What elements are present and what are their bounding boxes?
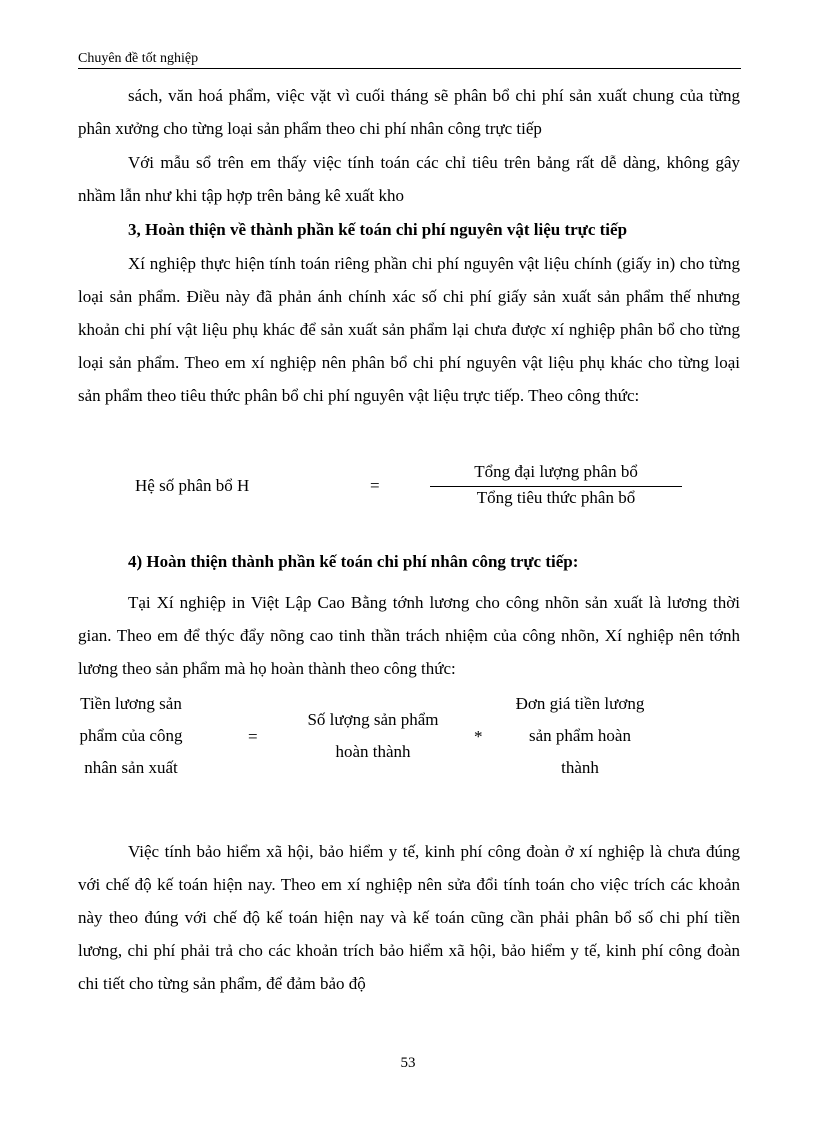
- insurance-paragraph: Việc tính bảo hiểm xã hội, bảo hiểm y tế, kinh phí công đoàn ở xí nghiệp là chưa đúng với chế độ kế toán hiện nay. Theo em xí nghiệp nên sửa đổi tính toán cho việc trích các khoản này theo đúng với chế độ kế toán hiện nay và kế toán cũng cần phải phân bổ số chi phí tiền lương, chi phí phải trả cho các khoản trích bảo hiểm xã hội, bảo hiểm y tế, kinh phí công đoàn chi tiết cho từng sản phẩm, để đảm bảo độ: [78, 842, 740, 993]
- paragraph-mau-so: Với mẫu sổ trên em thấy việc tính toán các chỉ tiêu trên bảng rất dễ dàng, không gây nhầm lẫn như khi tập hợp trên bảng kê xuất kho: [78, 153, 740, 205]
- formula-2-right-line: Đơn giá tiền lương: [515, 694, 645, 713]
- formula-1-denominator: Tổng tiêu thức phân bổ: [476, 488, 636, 507]
- formula-2-right-line: sản phẩm hoàn: [529, 726, 631, 745]
- page-header-title: Chuyên đề tốt nghiệp: [78, 51, 199, 66]
- formula-2-left-line: nhân sản xuất: [84, 758, 178, 777]
- paragraph-continued: sách, văn hoá phẩm, việc vặt vì cuối tháng sẽ phân bổ chi phí sản xuất chung của từng phân xưởng cho từng loại sản phẩm theo chi phí nhân công trực tiếp: [78, 86, 740, 138]
- formula-2-middle-term: [288, 704, 458, 768]
- formula-2-left-term: [78, 688, 184, 784]
- formula-2-equals: =: [248, 727, 258, 746]
- formula-2-mid-line: hoàn thành: [335, 742, 411, 761]
- formula-2-mid-line: Số lượng sản phẩm: [307, 710, 439, 729]
- formula-2-right-term: [502, 688, 658, 784]
- allocation-coefficient-formula: [78, 462, 740, 512]
- section-4-paragraph: Tại Xí nghiệp in Việt Lập Cao Bằng tớnh lương cho công nhõn sản xuất là lương thời gian. Theo em để thýc đẩy nõng cao tinh thần trách nhiệm của công nhõn, Xí nghiệp nên tớnh lương theo sản phẩm mà họ hoàn thành theo công thức:: [78, 593, 740, 678]
- formula-2-right-line: thành: [561, 758, 599, 777]
- section-3-paragraph: Xí nghiệp thực hiện tính toán riêng phần chi phí nguyên vật liệu chính (giấy in) cho từng loại sản phẩm. Điều này đã phản ánh chính xác số chi phí giấy sản xuất sản phẩm thế nhưng khoản chi phí vật liệu phụ khác để sản xuất sản phẩm lại chưa được xí nghiệp phân bổ cho từng loại sản phẩm. Theo em xí nghiệp nên phân bổ chi phí nguyên vật liệu phụ khác cho từng loại sản phẩm theo tiêu thức phân bổ chi phí nguyên vật liệu trực tiếp. Theo công thức:: [78, 254, 740, 405]
- formula-2-left-line: Tiền lương sản: [80, 694, 182, 713]
- formula-2-left-line: phẩm của công: [79, 726, 183, 745]
- section-4-heading: 4) Hoàn thiện thành phần kế toán chi phí nhân công trực tiếp:: [128, 552, 579, 571]
- formula-1-equals: =: [370, 476, 380, 495]
- section-4: [78, 545, 740, 685]
- formula-1-left-term: Hệ số phân bổ H: [135, 476, 250, 495]
- bottom-section: [78, 835, 740, 1000]
- formula-1-numerator: Tổng đại lượng phân bổ: [474, 462, 638, 481]
- piece-wage-formula: [78, 688, 740, 788]
- fraction-bar: [430, 486, 682, 487]
- top-section: [78, 79, 740, 412]
- header-rule: [78, 68, 741, 69]
- page-number: 53: [400, 1055, 416, 1071]
- formula-2-multiply: *: [474, 727, 483, 746]
- section-3-heading: 3, Hoàn thiện về thành phần kế toán chi phí nguyên vật liệu trực tiếp: [128, 220, 628, 239]
